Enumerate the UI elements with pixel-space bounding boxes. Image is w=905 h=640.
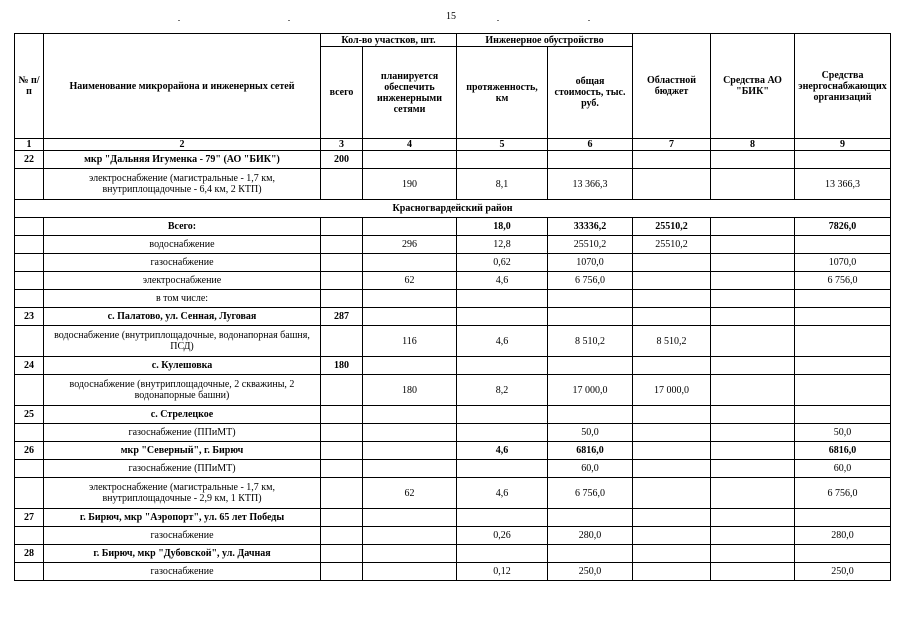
header-regional-budget: Областной бюджет xyxy=(633,34,711,139)
scan-speck xyxy=(288,20,290,21)
scan-speck xyxy=(497,20,499,21)
cell-num: 25 xyxy=(15,406,44,424)
cell-cost: 50,0 xyxy=(548,424,633,442)
cell-planned xyxy=(363,509,457,527)
cell-length: 18,0 xyxy=(457,218,548,236)
cell-energy: 13 366,3 xyxy=(795,169,891,200)
cell-energy xyxy=(795,406,891,424)
cell-length xyxy=(457,460,548,478)
table-row xyxy=(15,326,891,357)
table-row xyxy=(15,424,891,442)
cell-energy xyxy=(795,375,891,406)
cell-energy xyxy=(795,151,891,169)
cell-energy xyxy=(795,290,891,308)
cell-num xyxy=(15,563,44,581)
cell-num xyxy=(15,527,44,545)
header-group-plots: Кол-во участков, шт. xyxy=(321,34,457,47)
cell-planned xyxy=(363,151,457,169)
header-planned: планируется обеспечить инженерными сетями xyxy=(363,47,457,139)
cell-bik xyxy=(711,478,795,509)
cell-length xyxy=(457,290,548,308)
cell-total xyxy=(321,563,363,581)
cell-cost: 6 756,0 xyxy=(548,272,633,290)
cell-name: водоснабжение xyxy=(44,236,321,254)
cell-cost xyxy=(548,151,633,169)
district-row xyxy=(15,151,891,169)
cell-total xyxy=(321,545,363,563)
cell-total: 287 xyxy=(321,308,363,326)
cell-total xyxy=(321,326,363,357)
cell-total xyxy=(321,509,363,527)
cell-length xyxy=(457,424,548,442)
cell-length: 8,2 xyxy=(457,375,548,406)
cell-length xyxy=(457,357,548,375)
cell-planned: 180 xyxy=(363,375,457,406)
column-number: 1 xyxy=(15,139,44,151)
cell-num xyxy=(15,460,44,478)
cell-energy: 6816,0 xyxy=(795,442,891,460)
cell-energy xyxy=(795,236,891,254)
cell-regional xyxy=(633,169,711,200)
table-row xyxy=(15,460,891,478)
cell-total: 200 xyxy=(321,151,363,169)
cell-regional xyxy=(633,151,711,169)
cell-name: электроснабжение (магистральные - 1,7 км, внутриплощадочные - 6,4 км, 2 КТП) xyxy=(44,169,321,200)
cell-planned xyxy=(363,406,457,424)
cell-num xyxy=(15,169,44,200)
cell-total xyxy=(321,290,363,308)
cell-num: 26 xyxy=(15,442,44,460)
cell-name: газоснабжение xyxy=(44,527,321,545)
cell-cost: 6816,0 xyxy=(548,442,633,460)
cell-regional xyxy=(633,509,711,527)
cell-length xyxy=(457,545,548,563)
cell-regional xyxy=(633,460,711,478)
cell-planned xyxy=(363,290,457,308)
cell-cost xyxy=(548,406,633,424)
column-number: 4 xyxy=(363,139,457,151)
table-row xyxy=(15,375,891,406)
cell-name: электроснабжение xyxy=(44,272,321,290)
cell-energy xyxy=(795,326,891,357)
cell-energy: 60,0 xyxy=(795,460,891,478)
cell-total xyxy=(321,406,363,424)
cell-total xyxy=(321,460,363,478)
table-row xyxy=(15,169,891,200)
cell-regional: 25510,2 xyxy=(633,218,711,236)
cell-name: мкр "Северный", г. Бирюч xyxy=(44,442,321,460)
cell-num: 28 xyxy=(15,545,44,563)
column-number: 2 xyxy=(44,139,321,151)
table-row xyxy=(15,290,891,308)
cell-total xyxy=(321,254,363,272)
cell-num xyxy=(15,478,44,509)
section-title: Красногвардейский район xyxy=(15,200,891,218)
cell-planned: 190 xyxy=(363,169,457,200)
section-row xyxy=(15,200,891,218)
table-body xyxy=(15,151,891,581)
cell-cost: 6 756,0 xyxy=(548,478,633,509)
cell-regional: 17 000,0 xyxy=(633,375,711,406)
cell-regional xyxy=(633,545,711,563)
cell-regional xyxy=(633,527,711,545)
cell-name: газоснабжение xyxy=(44,254,321,272)
cell-length: 0,12 xyxy=(457,563,548,581)
scan-speck xyxy=(178,20,180,21)
cell-length: 8,1 xyxy=(457,169,548,200)
cell-planned: 296 xyxy=(363,236,457,254)
page-number: 15 xyxy=(446,11,456,22)
table-row xyxy=(15,254,891,272)
cell-num: 27 xyxy=(15,509,44,527)
cell-energy xyxy=(795,545,891,563)
cell-bik xyxy=(711,509,795,527)
cell-length xyxy=(457,308,548,326)
scan-speck xyxy=(588,20,590,21)
cell-name: с. Кулешовка xyxy=(44,357,321,375)
cell-length: 0,26 xyxy=(457,527,548,545)
cell-planned: 62 xyxy=(363,272,457,290)
district-row xyxy=(15,509,891,527)
cell-name: в том числе: xyxy=(44,290,321,308)
cell-cost: 25510,2 xyxy=(548,236,633,254)
cell-num xyxy=(15,218,44,236)
cell-num xyxy=(15,272,44,290)
cell-bik xyxy=(711,326,795,357)
cell-length: 4,6 xyxy=(457,326,548,357)
cell-length: 4,6 xyxy=(457,478,548,509)
cell-cost: 280,0 xyxy=(548,527,633,545)
column-number: 6 xyxy=(548,139,633,151)
cell-energy xyxy=(795,509,891,527)
column-number: 5 xyxy=(457,139,548,151)
cell-name: г. Бирюч, мкр "Аэропорт", ул. 65 лет Победы xyxy=(44,509,321,527)
cell-regional: 8 510,2 xyxy=(633,326,711,357)
header-cost: общая стоимость, тыс. руб. xyxy=(548,47,633,139)
cell-planned xyxy=(363,357,457,375)
cell-cost: 13 366,3 xyxy=(548,169,633,200)
cell-regional xyxy=(633,290,711,308)
cell-cost: 33336,2 xyxy=(548,218,633,236)
cell-length: 4,6 xyxy=(457,272,548,290)
cell-regional xyxy=(633,424,711,442)
cell-length xyxy=(457,151,548,169)
cell-name: водоснабжение (внутриплощадочные, водонапорная башня, ПСД) xyxy=(44,326,321,357)
header-energy-funds: Средства энергоснабжающих организаций xyxy=(795,34,891,139)
cell-name: г. Бирюч, мкр "Дубовской", ул. Дачная xyxy=(44,545,321,563)
cell-total xyxy=(321,442,363,460)
cell-total xyxy=(321,527,363,545)
header-name: Наименование микрорайона и инженерных сетей xyxy=(44,34,321,139)
table-row xyxy=(15,478,891,509)
district-row xyxy=(15,545,891,563)
cell-bik xyxy=(711,460,795,478)
cell-energy: 280,0 xyxy=(795,527,891,545)
cell-num xyxy=(15,236,44,254)
cell-name: электроснабжение (магистральные - 1,7 км, внутриплощадочные - 2,9 км, 1 КТП) xyxy=(44,478,321,509)
header-bik-funds: Средства АО "БИК" xyxy=(711,34,795,139)
cell-planned xyxy=(363,527,457,545)
cell-energy: 1070,0 xyxy=(795,254,891,272)
cell-num xyxy=(15,375,44,406)
cell-num xyxy=(15,326,44,357)
cell-planned xyxy=(363,308,457,326)
header-total: всего xyxy=(321,47,363,139)
cell-planned xyxy=(363,563,457,581)
cell-num: 22 xyxy=(15,151,44,169)
cell-cost: 1070,0 xyxy=(548,254,633,272)
cell-energy: 250,0 xyxy=(795,563,891,581)
cell-name: водоснабжение (внутриплощадочные, 2 скважины, 2 водонапорные башни) xyxy=(44,375,321,406)
column-number: 7 xyxy=(633,139,711,151)
cell-bik xyxy=(711,545,795,563)
cell-cost xyxy=(548,290,633,308)
cell-bik xyxy=(711,169,795,200)
cell-cost xyxy=(548,308,633,326)
cell-num: 23 xyxy=(15,308,44,326)
cell-total xyxy=(321,478,363,509)
cell-regional: 25510,2 xyxy=(633,236,711,254)
cell-energy xyxy=(795,357,891,375)
cell-bik xyxy=(711,272,795,290)
cell-planned xyxy=(363,442,457,460)
cell-planned xyxy=(363,460,457,478)
cell-cost: 250,0 xyxy=(548,563,633,581)
cell-total xyxy=(321,169,363,200)
cell-bik xyxy=(711,218,795,236)
header-num: № п/п xyxy=(15,34,44,139)
cell-name: газоснабжение (ППиМТ) xyxy=(44,460,321,478)
cell-bik xyxy=(711,236,795,254)
cell-total xyxy=(321,272,363,290)
cell-planned: 116 xyxy=(363,326,457,357)
cell-regional xyxy=(633,308,711,326)
cell-total: 180 xyxy=(321,357,363,375)
cell-length xyxy=(457,406,548,424)
cell-bik xyxy=(711,357,795,375)
cell-planned xyxy=(363,424,457,442)
cell-num xyxy=(15,424,44,442)
district-row xyxy=(15,357,891,375)
cell-energy: 6 756,0 xyxy=(795,272,891,290)
cell-name: газоснабжение xyxy=(44,563,321,581)
cell-bik xyxy=(711,375,795,406)
cell-cost: 17 000,0 xyxy=(548,375,633,406)
cell-energy xyxy=(795,308,891,326)
cell-length: 4,6 xyxy=(457,442,548,460)
table-row xyxy=(15,272,891,290)
column-number: 8 xyxy=(711,139,795,151)
cell-length: 12,8 xyxy=(457,236,548,254)
cell-total xyxy=(321,424,363,442)
cell-regional xyxy=(633,406,711,424)
cell-cost: 8 510,2 xyxy=(548,326,633,357)
cell-name: мкр "Дальняя Игуменка - 79" (АО "БИК") xyxy=(44,151,321,169)
cell-total xyxy=(321,236,363,254)
cell-energy: 7826,0 xyxy=(795,218,891,236)
cell-name: с. Палатово, ул. Сенная, Луговая xyxy=(44,308,321,326)
cell-bik xyxy=(711,254,795,272)
cell-num xyxy=(15,254,44,272)
column-number: 3 xyxy=(321,139,363,151)
cell-cost xyxy=(548,357,633,375)
cell-planned xyxy=(363,218,457,236)
cell-length: 0,62 xyxy=(457,254,548,272)
cell-num xyxy=(15,290,44,308)
cell-bik xyxy=(711,290,795,308)
cell-name: с. Стрелецкое xyxy=(44,406,321,424)
cell-planned xyxy=(363,545,457,563)
cell-regional xyxy=(633,478,711,509)
cell-regional xyxy=(633,357,711,375)
cell-bik xyxy=(711,406,795,424)
cell-cost xyxy=(548,509,633,527)
cell-planned xyxy=(363,254,457,272)
cell-total xyxy=(321,218,363,236)
engineering-networks-table xyxy=(14,33,891,581)
cell-bik xyxy=(711,308,795,326)
cell-energy: 50,0 xyxy=(795,424,891,442)
district-row xyxy=(15,406,891,424)
cell-num: 24 xyxy=(15,357,44,375)
cell-regional xyxy=(633,254,711,272)
cell-length xyxy=(457,509,548,527)
cell-bik xyxy=(711,151,795,169)
cell-bik xyxy=(711,563,795,581)
cell-bik xyxy=(711,527,795,545)
total-row xyxy=(15,218,891,236)
cell-planned: 62 xyxy=(363,478,457,509)
cell-bik xyxy=(711,442,795,460)
column-number-row xyxy=(15,139,891,151)
cell-regional xyxy=(633,272,711,290)
column-number: 9 xyxy=(795,139,891,151)
header-group-engineering: Инженерное обустройство xyxy=(457,34,633,47)
district-row xyxy=(15,308,891,326)
cell-regional xyxy=(633,442,711,460)
table-row xyxy=(15,527,891,545)
cell-name: Всего: xyxy=(44,218,321,236)
header-length: протяженность, км xyxy=(457,47,548,139)
table-row xyxy=(15,563,891,581)
cell-name: газоснабжение (ППиМТ) xyxy=(44,424,321,442)
cell-total xyxy=(321,375,363,406)
cell-bik xyxy=(711,424,795,442)
table-row xyxy=(15,236,891,254)
cell-cost: 60,0 xyxy=(548,460,633,478)
district-row xyxy=(15,442,891,460)
cell-cost xyxy=(548,545,633,563)
cell-regional xyxy=(633,563,711,581)
cell-energy: 6 756,0 xyxy=(795,478,891,509)
